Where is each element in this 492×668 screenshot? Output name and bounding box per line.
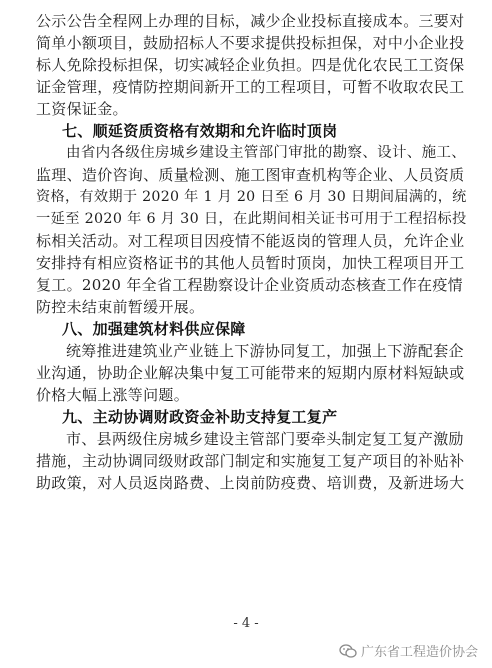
text-line: 证金管理，疫情防控期间新开工的工程项目，可暂不收取农民工	[36, 78, 465, 96]
document-body	[36, 10, 466, 494]
text-line: 安排持有相应资格证书的其他人员暂时顶岗，加快工程项目开工	[36, 254, 465, 272]
page-number: - 4 -	[233, 616, 259, 631]
text-line: 资格，有效期于 2020 年 1 月 20 日至 6 月 30 日期间届满的，统	[36, 189, 467, 205]
section-heading: 九、主动协调财政资金补助支持复工复产	[62, 408, 338, 426]
wechat-icon	[339, 643, 357, 659]
watermark-text: 广东省工程造价协会	[360, 645, 478, 660]
text-line: 公示公告全程网上办理的目标，减少企业投标直接成本。三要对	[36, 12, 465, 30]
section-heading: 七、顺延资质资格有效期和允许临时顶岗	[62, 122, 338, 140]
text-line: 市、县两级住房城乡建设主管部门要牵头制定复工复产激励	[66, 430, 464, 448]
text-line: 措施，主动协调同级财政部门制定和实施复工复产项目的补贴补	[36, 452, 465, 470]
text-line: 工资保证金。	[36, 100, 128, 118]
text-line: 统筹推进建筑业产业链上下游协同复工，加强上下游配套企	[66, 342, 464, 360]
text-line: 简单小额项目，鼓励招标人不要求提供投标担保，对中小企业投	[36, 34, 465, 52]
text-line: 一延至 2020 年 6 月 30 日，在此期间相关证书可用于工程招标投	[36, 211, 467, 227]
watermark	[339, 641, 478, 660]
text-line: 监理、造价咨询、质量检测、施工图审查机构等企业、人员资质	[36, 166, 465, 184]
text-line: 价格大幅上涨等问题。	[36, 386, 190, 404]
text-line: 标人免除投标担保，切实减轻企业负担。四是优化农民工工资保	[36, 56, 465, 74]
text-line: 业沟通，协助企业解决集中复工可能带来的短期内原材料短缺或	[36, 364, 465, 382]
text-line: 由省内各级住房城乡建设主管部门审批的勘察、设计、施工、	[66, 145, 467, 161]
text-line: 标相关活动。对工程项目因疫情不能返岗的管理人员，允许企业	[36, 232, 465, 250]
text-line: 助政策，对人员返岗路费、上岗前防疫费、培训费，及新进场大	[36, 474, 465, 492]
section-heading: 八、加强建筑材料供应保障	[62, 320, 246, 338]
text-line: 复工。2020 年全省工程勘察设计企业资质动态核查工作在疫情	[36, 276, 463, 294]
text-line: 防控未结束前暂缓开展。	[36, 298, 205, 316]
